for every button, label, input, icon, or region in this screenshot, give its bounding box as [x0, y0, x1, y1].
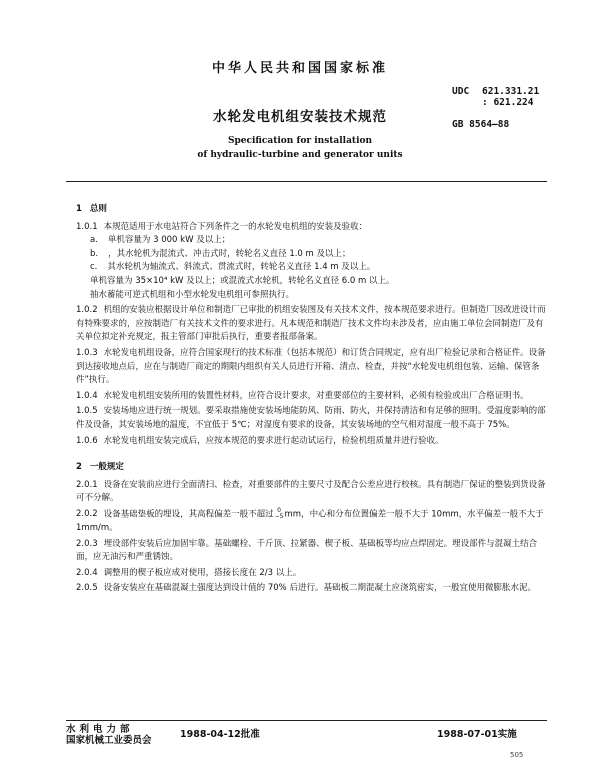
udc-label: UDC — [452, 86, 470, 97]
clause-2-0-2 — [76, 508, 546, 536]
clause-text: 设备在安装前应进行全面清扫、检查，对重要部件的主要尺寸及配合公差应进行校核。具有制造厂保证的整装到货设备可不分解。 — [76, 479, 546, 504]
section-heading — [76, 461, 546, 475]
tolerance — [275, 508, 284, 520]
title-en-line-2: of hydraulic-turbine and generator units — [197, 150, 403, 160]
section-title: 总则 — [89, 204, 107, 214]
list-item — [76, 234, 546, 248]
item-label: a. — [90, 235, 98, 246]
list-item — [76, 248, 546, 262]
clause-1-0-5 — [76, 405, 546, 432]
footer-divider — [66, 720, 547, 721]
section-number: 1 — [76, 204, 82, 214]
implementation-date: 1988-07-01实施 — [437, 729, 517, 740]
clause-text: 水轮发电机组安装完成后，应按本规范的要求进行起动试运行，检验机组质量并进行验收。 — [103, 435, 444, 446]
clause-number: 1.0.5 — [76, 406, 98, 417]
clause-number: 2.0.1 — [76, 479, 98, 490]
document-title-cn: 水轮发电机组安装技术规范 — [213, 109, 387, 125]
clause-number: 1.0.1 — [76, 221, 98, 232]
clause-text: 安装场地应进行统一规划。要采取措施使安装场地能防风、防雨、防火，并保持清洁和有足够的照明。受温度影响的部件及设备，其安装场地的温度，不宜低于 5℃；对湿度有要求的设备，其安装场地的空气相对湿度一般不高于 75%。 — [76, 406, 546, 430]
item-text: 其水轮机为轴流式、斜流式、贯流式时，转轮名义直径 1.4 m 及以上。 — [107, 262, 376, 273]
clause-text-cont: mm，中心和分布位置偏差一般不大于 10mm，水平偏差一般不大于 1mm/m。 — [76, 509, 544, 533]
tolerance-upper: 0 — [277, 506, 281, 514]
clause-number: 1.0.4 — [76, 390, 98, 401]
section-heading — [76, 203, 546, 217]
approval-date: 1988-04-12批准 — [180, 729, 260, 740]
clause-2-0-1 — [76, 479, 546, 506]
clause-text: 埋设部件安装后应加固牢靠。基础螺栓、千斤顶、拉紧器、楔子板、基础板等均应点焊固定。埋设部件与混凝土结合面，应无油污和严重锈蚀。 — [76, 538, 538, 563]
document-body — [76, 200, 546, 598]
clause-2-0-5 — [76, 582, 546, 596]
list-item — [76, 261, 546, 275]
clause-note: 抽水蓄能可逆式机组和小型水轮发电机组可参照执行。 — [90, 289, 295, 300]
clause-1-0-3 — [76, 347, 546, 388]
section-title: 一般规定 — [89, 462, 124, 473]
clause-2-0-3 — [76, 538, 546, 565]
item-label: c. — [90, 262, 98, 273]
clause-number: 1.0.2 — [76, 305, 98, 316]
clause-number: 2.0.4 — [76, 567, 98, 578]
section-number: 2 — [76, 462, 82, 473]
section-spacer — [76, 450, 546, 458]
clause-text: 调整用的楔子板应成对使用，搭接长度在 2/3 以上。 — [103, 567, 302, 578]
clause-text: 水轮发电机组设备，应符合国家现行的技术标准（包括本规范）和订货合同规定，应有出厂检验记录和合格证件。设备到达接收地点后，应在与制造厂商定的期限内组织有关人员进行开箱、清点、检查，并按“水轮发电机组包装、运输、保管条件”执行。 — [76, 347, 546, 386]
title-en-line-1: Specification for installation — [227, 136, 373, 146]
item-label: b. — [90, 248, 99, 259]
clause-2-0-4 — [76, 567, 546, 581]
udc-line-2: : 621.224 — [482, 97, 534, 108]
issuing-authority — [66, 724, 152, 746]
clause-text: 设备基础垫板的埋设，其高程偏差一般不超过 — [103, 509, 274, 520]
clause-number: 1.0.3 — [76, 347, 98, 358]
issuer-line-2: 国家机械工业委员会 — [66, 735, 152, 746]
header-divider — [66, 181, 547, 182]
clause-text: 水轮发电机组安装所用的装置性材料，应符合设计要求，对重要部位的主要材料，必须有检验或出厂合格证明书。 — [103, 390, 529, 401]
page-number: 505 — [510, 751, 524, 759]
gb-number: GB 8564—88 — [452, 119, 510, 130]
clause-note: 单机容量为 35×10⁴ kW 及以上；或混流式水轮机，转轮名义直径 6.0 m 以上。 — [90, 275, 395, 286]
tolerance-lower: −5 — [274, 512, 284, 520]
udc-line-1: 621.331.21 — [482, 86, 540, 97]
issuer-line-1: 水利电力部 — [66, 724, 134, 735]
clause-number: 2.0.3 — [76, 538, 98, 549]
clause-number: 2.0.2 — [76, 509, 98, 520]
item-text: 单机容量为 3 000 kW 及以上； — [107, 235, 231, 246]
national-standard-heading: 中华人民共和国国家标准 — [211, 61, 388, 76]
item-text: ，其水轮机为混流式、冲击式时，转轮名义直径 1.0 m 及以上； — [108, 248, 351, 259]
clause-1-0-6 — [76, 435, 546, 449]
clause-number: 1.0.6 — [76, 435, 98, 446]
clause-text: 本规范适用于水电站符合下列条件之一的水轮发电机组的安装及验收： — [103, 221, 368, 232]
clause-number: 2.0.5 — [76, 583, 98, 594]
clause-1-0-2 — [76, 304, 546, 345]
clause-1-0-4 — [76, 390, 546, 404]
clause-text: 设备安装应在基础混凝土强度达到设计值的 70% 后进行。基础板二期混凝土应浇筑密实，一般宜使用微膨胀水泥。 — [103, 583, 536, 594]
clause-text: 机组的安装应根据设计单位和制造厂已审批的机组安装图及有关技术文件，按本规范要求进行。但制造厂因改进设计而有特殊要求的，应按制造厂有关技术文件的要求进行。凡本规范和制造厂技术文件均未涉及者，应由施工单位会同制造厂及有关单位拟定补充规定，报主管部门审批后执行，重要者报部备案。 — [76, 305, 546, 343]
clause-1-0-1 — [76, 221, 546, 303]
document-title-en — [0, 134, 600, 162]
